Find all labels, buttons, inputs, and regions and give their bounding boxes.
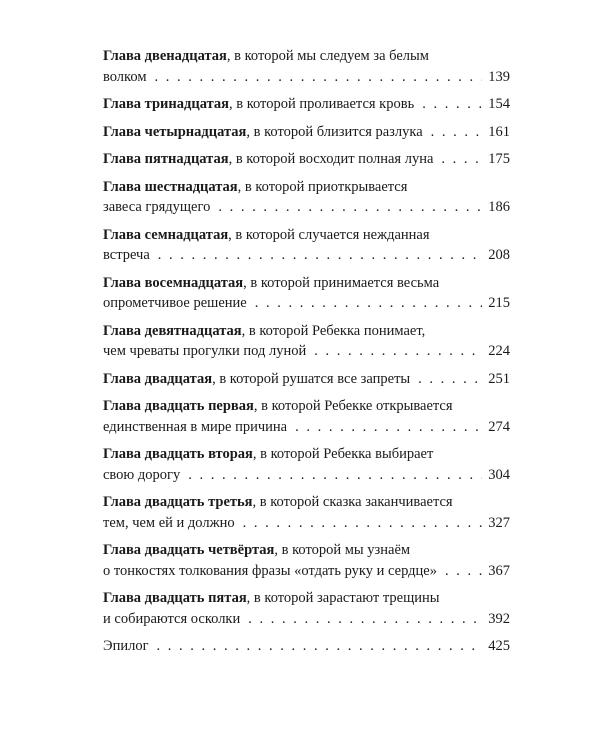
- toc-entry[interactable]: [103, 94, 510, 115]
- toc-entry-line: [103, 444, 510, 465]
- page-number: 186: [488, 199, 510, 215]
- toc-entry-text: [103, 122, 423, 143]
- toc-entry[interactable]: [103, 588, 510, 629]
- toc-entry[interactable]: [103, 46, 510, 87]
- chapter-heading: Глава двадцать вторая: [103, 446, 253, 462]
- page-number: 327: [488, 514, 510, 531]
- chapter-heading: Глава двадцать четвёртая: [103, 542, 275, 558]
- chapter-heading: Глава двадцать пятая: [103, 590, 247, 606]
- chapter-description: о тонкостях толкования фразы «отдать руку и сердце»: [103, 562, 437, 579]
- leader-dots: [243, 513, 483, 534]
- chapter-description: чем чреваты прогулки под луной: [103, 343, 307, 359]
- page-number: 208: [488, 247, 510, 263]
- page-number: 224: [488, 343, 510, 359]
- leader-dots: [157, 636, 483, 657]
- toc-entry[interactable]: [103, 492, 510, 533]
- epilogue-label: Эпилог: [103, 638, 149, 654]
- chapter-heading: Глава двадцатая: [103, 370, 213, 387]
- chapter-heading: Глава семнадцатая: [103, 226, 229, 243]
- toc-entry-line: [103, 540, 510, 561]
- toc-entry[interactable]: [103, 540, 510, 581]
- toc-entry[interactable]: [103, 321, 510, 362]
- chapter-description: опрометчивое решение: [103, 295, 247, 311]
- page-number: 154: [488, 96, 510, 112]
- leader-dots: [445, 561, 482, 582]
- toc-entry-last-line: [103, 293, 510, 314]
- page-number: 175: [488, 151, 510, 167]
- chapter-description: , в которой Ребекка понимает,: [241, 322, 426, 339]
- page-number: 139: [488, 68, 510, 85]
- table-of-contents: [103, 46, 510, 664]
- toc-entry-line: [103, 396, 510, 417]
- toc-entry-last-line: [103, 465, 510, 486]
- toc-entry-last-line: [103, 94, 510, 115]
- toc-entry-text: [103, 94, 414, 115]
- chapter-heading: Глава двенадцатая: [103, 48, 227, 64]
- chapter-description: , в которой близится разлука: [246, 123, 423, 140]
- toc-entry-last-line: [103, 245, 510, 266]
- chapter-description: , в которой проливается кровь: [228, 96, 415, 112]
- chapter-description: , в которой мы узнаём: [274, 542, 411, 558]
- chapter-description: , в которой мы следуем за белым: [226, 48, 429, 64]
- page-number: 251: [488, 370, 510, 387]
- leader-dots: [158, 245, 482, 266]
- chapter-description: , в которой Ребекка выбирает: [252, 446, 434, 462]
- chapter-heading: Глава шестнадцатая: [103, 178, 238, 195]
- page-number: 367: [488, 562, 510, 579]
- chapter-heading: Глава четырнадцатая: [103, 123, 247, 140]
- toc-entry[interactable]: [103, 149, 510, 170]
- leader-dots: [314, 341, 482, 362]
- chapter-description: тем, чем ей и должно: [103, 514, 235, 531]
- chapter-description: , в которой сказка заканчивается: [252, 494, 453, 510]
- toc-entry-last-line: [103, 609, 510, 630]
- toc-entry-line: [103, 177, 510, 198]
- toc-entry-last-line: [103, 561, 510, 582]
- toc-entry-last-line: [103, 67, 510, 88]
- toc-entry[interactable]: [103, 444, 510, 485]
- chapter-heading: Глава двадцать третья: [103, 494, 253, 510]
- chapter-description: , в которой восходит полная луна: [228, 151, 434, 167]
- toc-entry-line: [103, 225, 510, 246]
- chapter-heading: Глава девятнадцатая: [103, 322, 242, 339]
- leader-dots: [188, 465, 482, 486]
- leader-dots: [218, 197, 482, 218]
- toc-entry-line: [103, 588, 510, 609]
- toc-entry[interactable]: [103, 177, 510, 218]
- toc-entry-text: [103, 149, 433, 170]
- chapter-description: завеса грядущего: [103, 199, 211, 215]
- chapter-description: свою дорогу: [103, 466, 181, 483]
- chapter-description: единственная в мире причина: [103, 418, 288, 435]
- toc-entry[interactable]: [103, 396, 510, 437]
- toc-entry-last-line: [103, 369, 510, 390]
- chapter-description: , в которой приоткрывается: [237, 178, 408, 195]
- toc-entry[interactable]: [103, 636, 510, 657]
- toc-entry-last-line: [103, 341, 510, 362]
- chapter-description: , в которой зарастают трещины: [246, 590, 440, 606]
- chapter-description: встреча: [103, 247, 150, 263]
- toc-entry[interactable]: [103, 273, 510, 314]
- toc-entry-last-line: [103, 122, 510, 143]
- toc-entry-last-line: [103, 417, 510, 438]
- toc-entry-line: [103, 46, 510, 67]
- leader-dots: [422, 94, 482, 115]
- chapter-heading: Глава пятнадцатая: [103, 151, 229, 167]
- chapter-description: и собираются осколки: [103, 610, 241, 627]
- page-number: 304: [488, 466, 510, 483]
- leader-dots: [441, 149, 482, 170]
- page-number: 161: [488, 123, 510, 140]
- toc-entry-text: [103, 369, 410, 390]
- toc-entry[interactable]: [103, 122, 510, 143]
- chapter-heading: Глава восемнадцатая: [103, 274, 244, 291]
- leader-dots: [431, 122, 483, 143]
- toc-entry[interactable]: [103, 225, 510, 266]
- chapter-description: , в которой Ребекке открывается: [253, 398, 453, 414]
- toc-entry-last-line: [103, 636, 510, 657]
- leader-dots: [295, 417, 482, 438]
- page-number: 425: [488, 638, 510, 654]
- leader-dots: [155, 67, 483, 88]
- toc-entry-last-line: [103, 149, 510, 170]
- toc-entry-last-line: [103, 513, 510, 534]
- toc-entry-line: [103, 321, 510, 342]
- chapter-description: , в которой случается нежданная: [228, 226, 430, 243]
- page-number: 215: [488, 295, 510, 311]
- chapter-description: волком: [103, 68, 147, 85]
- chapter-description: , в которой принимается весьма: [243, 274, 440, 291]
- leader-dots: [418, 369, 482, 390]
- leader-dots: [248, 609, 482, 630]
- chapter-description: , в которой рушатся все запреты: [212, 370, 411, 387]
- page-number: 392: [488, 610, 510, 627]
- chapter-heading: Глава двадцать первая: [103, 398, 254, 414]
- leader-dots: [255, 293, 483, 314]
- toc-entry[interactable]: [103, 369, 510, 390]
- toc-entry-last-line: [103, 197, 510, 218]
- chapter-heading: Глава тринадцатая: [103, 96, 229, 112]
- page-number: 274: [488, 418, 510, 435]
- toc-entry-line: [103, 273, 510, 294]
- toc-entry-line: [103, 492, 510, 513]
